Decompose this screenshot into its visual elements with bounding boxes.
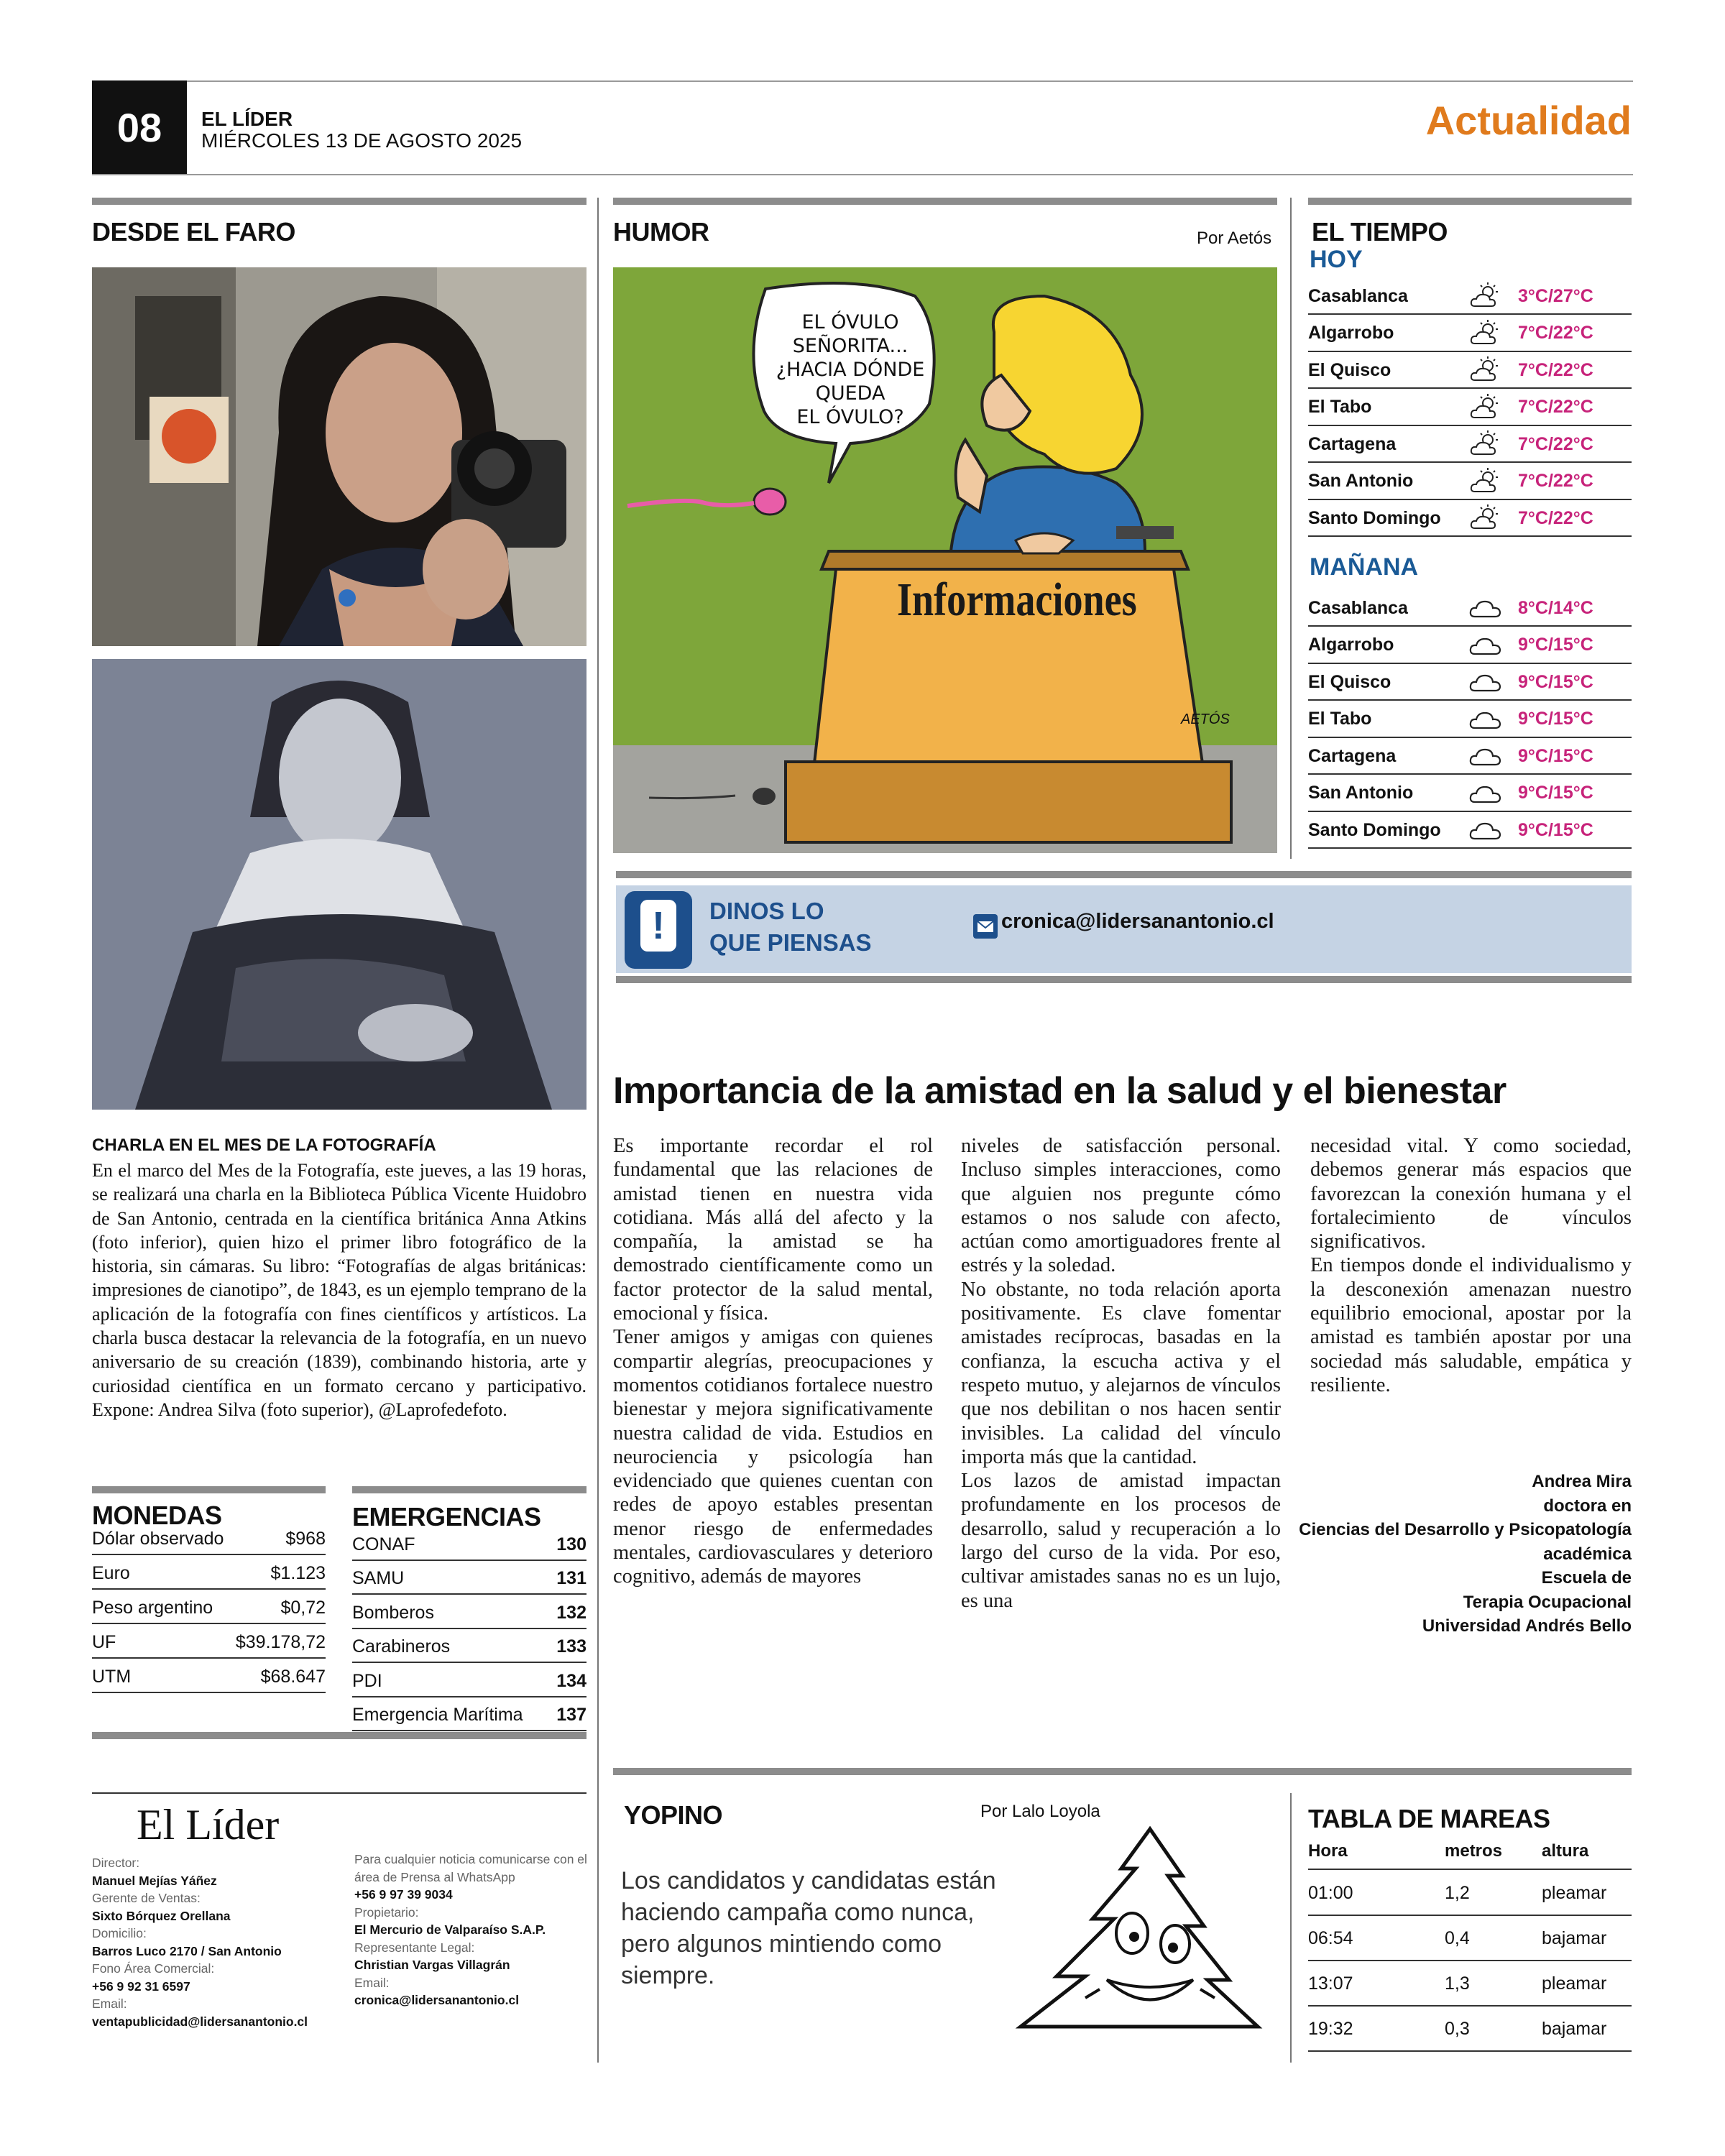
tide-metros: 1,3 [1445, 1973, 1470, 1994]
temp-separator: / [1547, 745, 1553, 766]
article-paragraph: Es importante recordar el rol fundamental que las relaciones de amistad tienen en nuestra vida cotidiana. Más allá del afecto y la compañía, la amistad se ha demostrado científicamente como un factor protector de la salud mental, emocional y física. [613, 1135, 933, 1325]
page-number: 08 [92, 80, 187, 174]
monedas-row [92, 1524, 326, 1555]
masthead-entry [92, 1925, 329, 1960]
weather-row [1308, 390, 1632, 426]
faro-title: DESDE EL FARO [92, 217, 295, 247]
mail-icon [973, 914, 998, 939]
emergencias-label: Bomberos [352, 1602, 434, 1623]
article-paragraph: No obstante, no toda relación aporta positivamente. Es clave fomentar amistades recíprocas, basadas en la confianza, la escucha activa y el respeto mutuo, y alejarnos de vínculos que nos debilitan o nos hacen sentir invisibles. La calidad del vínculo importa más que la cantidad. [961, 1278, 1281, 1468]
monedas-label: UTM [92, 1667, 132, 1687]
temp-low: 7°C [1518, 397, 1548, 417]
humor-bar [613, 198, 1277, 205]
temp-low: 7°C [1518, 359, 1548, 380]
author-line: académica [1543, 1544, 1632, 1564]
emergencias-row [352, 1666, 586, 1697]
faro-caption-text: En el marco del Mes de la Fotografía, este jueves, a las 19 horas, se realizará una charla en la Biblioteca Pública Vicente Huidobro de San Antonio, centrada en la científica británica Anna Atkins (foto inferior), quien hizo el primer libro fotográfico de la historia, sin cámaras. Su libro: “Fotografías de algas británicas: impresiones de cianotipo”, de 1843, es un ejemplo temprano de la aplicación de la fotografía con fines científicos y artísticos. La charla busca destacar la relevancia de la fotografía, en un nuevo aniversario de su creación (1839), combinando historia, arte y curiosidad científica en un formato cercano y participativo. Expone: Andrea Silva (foto superior), @Laprofedefoto. [92, 1160, 586, 1420]
temp-separator: / [1547, 471, 1553, 491]
masthead-entry [354, 1851, 599, 1904]
tide-metros: 1,2 [1445, 1882, 1470, 1903]
emergencias-label: Emergencia Marítima [352, 1705, 523, 1725]
temp-separator: / [1547, 783, 1553, 803]
emergencias-value: 134 [556, 1670, 586, 1691]
temp-high: 22°C [1552, 359, 1593, 380]
weather-temps [1518, 397, 1593, 418]
masthead-label: Propietario: [354, 1904, 419, 1920]
masthead-rule [92, 1792, 586, 1794]
temp-high: 15°C [1552, 819, 1593, 840]
bubble-line-2: SEÑORITA... [792, 335, 908, 357]
weather-temps [1518, 360, 1593, 381]
bubble-line-4: QUEDA [815, 382, 886, 405]
monedas-value: $1.123 [270, 1563, 326, 1583]
partly-sunny-icon [1453, 315, 1518, 351]
masthead-value: Barros Luco 2170 / San Antonio [92, 1943, 282, 1958]
masthead-value: El Mercurio de Valparaíso S.A.P. [354, 1922, 546, 1937]
masthead-entry [92, 1889, 329, 1925]
temp-high: 22°C [1552, 397, 1593, 417]
tide-altura: bajamar [1542, 2018, 1607, 2039]
article-column-2 [961, 1134, 1281, 1613]
masthead-value: +56 9 92 31 6597 [92, 1978, 190, 1994]
humor-byline: Por Aetós [1197, 229, 1272, 248]
author-line: doctora en [1543, 1496, 1632, 1516]
temp-low: 9°C [1518, 819, 1548, 840]
masthead-label: Email: [354, 1975, 390, 1990]
bubble-line-5: EL ÓVULO? [796, 406, 904, 428]
emergencias-row [352, 1564, 586, 1595]
weather-city: Cartagena [1308, 433, 1397, 454]
article-column-1 [613, 1134, 933, 1589]
author-line: Terapia Ocupacional [1463, 1592, 1632, 1612]
weather-temps [1518, 286, 1593, 307]
masthead-entry [354, 1939, 599, 1974]
monedas-label: UF [92, 1632, 116, 1652]
temp-low: 3°C [1518, 285, 1548, 306]
masthead-entry [92, 1995, 329, 2030]
weather-temps [1518, 323, 1593, 344]
author-line: Escuela de [1541, 1568, 1632, 1588]
temp-high: 15°C [1552, 783, 1593, 803]
temp-high: 15°C [1552, 635, 1593, 655]
weather-city: Algarrobo [1308, 635, 1394, 655]
weather-city: Casablanca [1308, 597, 1408, 618]
emergencias-row [352, 1700, 586, 1732]
header-top-rule [92, 80, 1633, 82]
weather-row [1308, 353, 1632, 389]
masthead-label: Representante Legal: [354, 1940, 475, 1955]
article-paragraph: niveles de satisfacción personal. Incluso simples interacciones, como que alguien nos pregunte cómo estamos o nos salude con afecto, actúan como amortiguadores frente al estrés y la soledad. [961, 1135, 1281, 1277]
weather-temps [1518, 471, 1593, 492]
tide-altura: pleamar [1542, 1882, 1607, 1903]
tide-hora: 19:32 [1308, 2018, 1353, 2039]
weather-row [1308, 316, 1632, 352]
temp-low: 8°C [1518, 597, 1548, 618]
exclaim-glyph: ! [640, 900, 676, 952]
monedas-row [92, 1627, 326, 1659]
tide-metros: 0,4 [1445, 1927, 1470, 1948]
tree-cartoon [1006, 1825, 1272, 2034]
weather-city: Cartagena [1308, 745, 1397, 766]
weather-row [1308, 776, 1632, 812]
dinos-label [709, 895, 872, 959]
masthead-right [354, 1851, 599, 2009]
cloud-icon [1453, 812, 1518, 848]
masthead-label: Email: [92, 1996, 127, 2011]
cloud-icon [1453, 738, 1518, 774]
emergencias-row [352, 1598, 586, 1629]
issue-date: MIÉRCOLES 13 DE AGOSTO 2025 [201, 129, 523, 152]
temp-low: 7°C [1518, 507, 1548, 528]
masthead-label: Para cualquier noticia comunicarse con el área de Prensa al WhatsApp [354, 1852, 587, 1884]
tide-altura: pleamar [1542, 1973, 1607, 1994]
weather-today-label: HOY [1310, 246, 1363, 273]
weather-city: San Antonio [1308, 783, 1414, 803]
column-rule-weather [1290, 198, 1292, 859]
weather-temps [1518, 434, 1593, 455]
monedas-value: $0,72 [280, 1598, 326, 1618]
temp-separator: / [1547, 323, 1553, 343]
emergencias-value: 133 [556, 1636, 586, 1657]
masthead-value: Manuel Mejías Yáñez [92, 1873, 217, 1888]
temp-high: 15°C [1552, 709, 1593, 729]
temp-separator: / [1547, 597, 1553, 618]
temp-separator: / [1547, 635, 1553, 655]
weather-temps [1518, 746, 1593, 767]
article-paragraph: necesidad vital. Y como sociedad, debemos generar más espacios que favorezcan la conexión humana y el fortalecimiento de vínculos significativos. [1310, 1135, 1632, 1253]
weather-city: El Quisco [1308, 671, 1392, 692]
article-paragraph: Los lazos de amistad impactan profundamente en los procesos de desarrollo, salud y recuperación a lo largo del curso de la vida. Por eso, cultivar amistades sanas no es un lujo, es una [961, 1470, 1281, 1612]
temp-separator: / [1547, 671, 1553, 692]
bubble-line-3: ¿HACIA DÓNDE [776, 359, 925, 381]
temp-separator: / [1547, 507, 1553, 528]
emergencias-value: 137 [556, 1705, 586, 1725]
masthead-value: ventapublicidad@lidersanantonio.cl [92, 2014, 308, 2029]
weather-temps [1518, 635, 1593, 655]
emergencias-label: PDI [352, 1670, 382, 1691]
article-paragraph: Tener amigos y amigas con quienes compartir alegrías, preocupaciones y momentos cotidianos fortalece nuestro bienestar y mejora significativamente nuestra calidad de vida. Estudios en neurociencia y psicología han evidenciado que quienes cuentan con redes de apoyo estables presentan menor riesgo de enfermedades mentales, cardiovasculares y deterioro cognitivo, además de mayores [613, 1326, 933, 1588]
temp-high: 22°C [1552, 507, 1593, 528]
weather-city: Algarrobo [1308, 323, 1394, 343]
temp-separator: / [1547, 709, 1553, 729]
photo-andrea-silva [92, 267, 586, 646]
mareas-header-altura: altura [1542, 1841, 1589, 1861]
partly-sunny-icon [1453, 426, 1518, 462]
masthead-value: +56 9 97 39 9034 [354, 1887, 453, 1902]
cloud-icon [1453, 701, 1518, 737]
masthead-value: Christian Vargas Villagrán [354, 1958, 510, 1972]
tide-row [1308, 1917, 1632, 1961]
dinos-top-bar [616, 871, 1632, 878]
weather-row [1308, 464, 1632, 500]
temp-low: 9°C [1518, 709, 1548, 729]
temp-low: 9°C [1518, 671, 1548, 692]
monedas-value: $968 [285, 1529, 326, 1549]
weather-city: El Tabo [1308, 397, 1372, 417]
weather-row [1308, 591, 1632, 627]
mareas-header-hora: Hora [1308, 1841, 1348, 1861]
weather-tomorrow-label: MAÑANA [1310, 553, 1419, 581]
weather-row [1308, 628, 1632, 664]
weather-row [1308, 279, 1632, 315]
column-rule-tide [1290, 1793, 1292, 2063]
temp-separator: / [1547, 433, 1553, 454]
masthead-label: Gerente de Ventas: [92, 1891, 201, 1905]
emergencias-label: CONAF [352, 1534, 415, 1554]
dinos-line-2: QUE PIENSAS [709, 929, 872, 956]
emergencias-row [352, 1632, 586, 1664]
masthead-entry [92, 1854, 329, 1889]
temp-low: 9°C [1518, 745, 1548, 766]
temp-high: 22°C [1552, 433, 1593, 454]
weather-city: Casablanca [1308, 285, 1408, 306]
author-line: Ciencias del Desarrollo y Psicopatología [1299, 1520, 1632, 1539]
dinos-exclaim-icon [625, 891, 692, 969]
weather-city: Santo Domingo [1308, 507, 1441, 528]
weather-city: El Tabo [1308, 709, 1372, 729]
weather-temps [1518, 783, 1593, 803]
masthead-value: cronica@lidersanantonio.cl [354, 1993, 520, 2007]
temp-high: 27°C [1552, 285, 1593, 306]
faro-caption-title: CHARLA EN EL MES DE LA FOTOGRAFÍA [92, 1135, 436, 1155]
emergencias-label: SAMU [352, 1568, 405, 1588]
partly-sunny-icon [1453, 278, 1518, 314]
author-line: Universidad Andrés Bello [1422, 1616, 1632, 1636]
weather-temps [1518, 709, 1593, 729]
temp-high: 14°C [1552, 597, 1593, 618]
weather-row [1308, 702, 1632, 738]
weather-row [1308, 501, 1632, 537]
monedas-value: $68.647 [260, 1667, 326, 1687]
weather-temps [1518, 508, 1593, 529]
article-title: Importancia de la amistad en la salud y el bienestar [613, 1070, 1506, 1112]
emergencias-label: Carabineros [352, 1636, 451, 1657]
temp-low: 7°C [1518, 323, 1548, 343]
masthead-entry [354, 1904, 599, 1939]
masthead-entry [354, 1974, 599, 2009]
temp-high: 22°C [1552, 323, 1593, 343]
weather-city: San Antonio [1308, 471, 1414, 491]
partly-sunny-icon [1453, 352, 1518, 388]
mareas-header-metros: metros [1445, 1841, 1503, 1861]
monedas-bar [92, 1486, 326, 1493]
tide-hora: 01:00 [1308, 1882, 1353, 1903]
bubble-line-1: EL ÓVULO [801, 311, 899, 333]
weather-row [1308, 813, 1632, 849]
temp-high: 15°C [1552, 745, 1593, 766]
temp-low: 7°C [1518, 471, 1548, 491]
yopino-bar [613, 1768, 1632, 1775]
tide-hora: 06:54 [1308, 1927, 1353, 1948]
masthead-label: Domicilio: [92, 1926, 147, 1940]
tide-row [1308, 1871, 1632, 1916]
weather-bar [1308, 198, 1632, 205]
mareas-header [1308, 1841, 1632, 1870]
yopino-text: Los candidatos y candidatas están haciendo campaña como nunca, pero algunos mintiendo como siempre. [621, 1867, 996, 1989]
weather-row [1308, 665, 1632, 701]
weather-row [1308, 739, 1632, 775]
emergencias-value: 131 [556, 1568, 586, 1588]
partly-sunny-icon [1453, 500, 1518, 536]
tide-hora: 13:07 [1308, 1973, 1353, 1994]
yopino-byline: Por Lalo Loyola [980, 1802, 1100, 1821]
photo-anna-atkins [92, 659, 586, 1110]
emergencias-bar [352, 1486, 586, 1493]
emergencias-title: EMERGENCIAS [352, 1502, 541, 1531]
cloud-icon [1453, 664, 1518, 700]
paper-name: EL LÍDER [201, 108, 293, 130]
weather-temps [1518, 820, 1593, 841]
author-line: Andrea Mira [1532, 1472, 1632, 1491]
masthead-label: Fono Área Comercial: [92, 1961, 215, 1976]
masthead-label: Director: [92, 1856, 140, 1870]
temp-separator: / [1547, 285, 1553, 306]
temp-separator: / [1547, 359, 1553, 380]
tide-metros: 0,3 [1445, 2018, 1470, 2039]
temp-low: 9°C [1518, 783, 1548, 803]
article-author [1272, 1470, 1632, 1639]
emergencias-value: 132 [556, 1602, 586, 1623]
cloud-icon [1453, 775, 1518, 811]
column-rule-left [597, 198, 599, 2063]
monedas-label: Peso argentino [92, 1598, 213, 1618]
cloud-icon [1453, 627, 1518, 663]
emergencias-value: 130 [556, 1534, 586, 1554]
humor-title: HUMOR [613, 217, 709, 247]
mareas-title: TABLA DE MAREAS [1308, 1804, 1550, 1833]
monedas-title: MONEDAS [92, 1501, 222, 1530]
humor-bubble-text [760, 310, 940, 429]
article-column-3 [1310, 1134, 1632, 1397]
masthead-entry [92, 1960, 329, 1995]
masthead-logo: El Líder [137, 1801, 280, 1848]
tide-row [1308, 2007, 1632, 2052]
temp-low: 9°C [1518, 635, 1548, 655]
temp-separator: / [1547, 819, 1553, 840]
partly-sunny-icon [1453, 390, 1518, 425]
monedas-row [92, 1558, 326, 1590]
emergencias-row [352, 1529, 586, 1561]
dinos-email[interactable]: cronica@lidersanantonio.cl [1001, 910, 1274, 933]
desk-sign: Informaciones [897, 573, 1137, 626]
dinos-bottom-bar [616, 976, 1632, 983]
weather-city: El Quisco [1308, 359, 1392, 380]
dinos-line-1: DINOS LO [709, 898, 824, 924]
weather-title: EL TIEMPO [1312, 217, 1448, 247]
weather-temps [1518, 672, 1593, 693]
left-bottom-bar [92, 1732, 586, 1739]
tide-altura: bajamar [1542, 1927, 1607, 1948]
masthead-value: Sixto Bórquez Orellana [92, 1908, 231, 1923]
weather-temps [1518, 598, 1593, 619]
monedas-label: Euro [92, 1563, 130, 1583]
monedas-row [92, 1593, 326, 1624]
temp-high: 15°C [1552, 671, 1593, 692]
partly-sunny-icon [1453, 464, 1518, 499]
humor-cartoon [613, 267, 1277, 853]
temp-low: 7°C [1518, 433, 1548, 454]
article-paragraph: En tiempos donde el individualismo y la desconexión amenazan nuestro equilibrio emocional, apostar por la amistad es también apostar por una sociedad más saludable, empática y resiliente. [1310, 1254, 1632, 1396]
monedas-label: Dólar observado [92, 1529, 224, 1549]
section-title: Actualidad [1425, 98, 1632, 143]
masthead-left [92, 1854, 329, 2030]
monedas-row [92, 1662, 326, 1693]
weather-row [1308, 427, 1632, 463]
temp-high: 22°C [1552, 471, 1593, 491]
temp-separator: / [1547, 397, 1553, 417]
tide-row [1308, 1962, 1632, 2007]
faro-bar [92, 198, 586, 205]
monedas-value: $39.178,72 [235, 1632, 326, 1652]
weather-city: Santo Domingo [1308, 819, 1441, 840]
cloud-icon [1453, 590, 1518, 626]
header-bottom-rule [92, 174, 1633, 175]
cartoon-signature: AETÓS [1181, 711, 1230, 727]
yopino-title: YOPINO [624, 1800, 723, 1830]
dinos-box [616, 885, 1632, 973]
